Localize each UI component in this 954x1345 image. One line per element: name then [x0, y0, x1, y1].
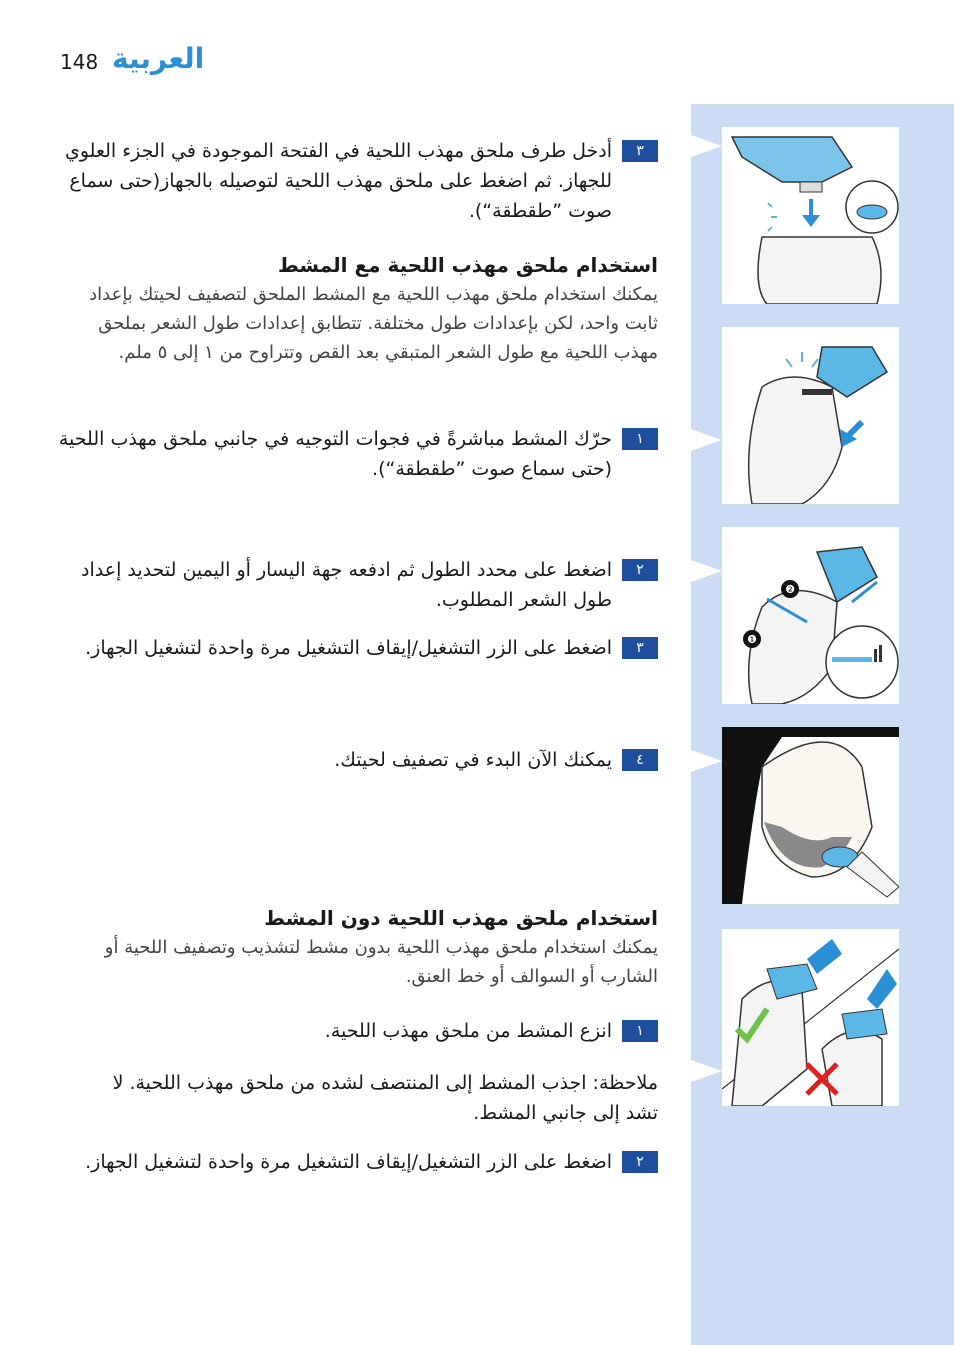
step-insert-trimmer: [58, 136, 658, 226]
step-text: اضغط على محدد الطول ثم ادفعه جهة اليسار أو اليمين لتحديد إعداد طول الشعر المطلوب.: [81, 559, 612, 611]
section-intro: يمكنك استخدام ملحق مهذب اللحية مع المشط الملحق لتصفيف لحيتك بإعداد ثابت واحد، لكن بإعدادات طول مختلفة. تتطابق إعدادات طول الشعر بملحق مهذب اللحية مع طول الشعر المتبقي بعد القص وتتراوح من ١ إلى ٥ ملم.: [89, 284, 658, 363]
callout-1: ❶: [747, 633, 757, 646]
step-text: انزع المشط من ملحق مهذب اللحية.: [324, 1020, 612, 1042]
note-text: ملاحظة: اجذب المشط إلى المنتصف لشده من ملحق مهذب اللحية. لا تشد إلى جانبي المشط.: [112, 1072, 658, 1124]
illustration-attach-comb: [722, 327, 899, 504]
step-switch-on: [58, 633, 658, 663]
step-number-badge: ٢: [622, 559, 658, 581]
step-switch-on-2: [58, 1147, 658, 1177]
illustration-remove-comb: [722, 929, 899, 1106]
step-start-styling: [58, 745, 658, 775]
callout-2: ❷: [785, 583, 795, 596]
section-with-comb: [58, 250, 658, 367]
step-text: حرّك المشط مباشرةً في فجوات التوجيه في جانبي ملحق مهذب اللحية (حتى سماع صوت ”طقطقة“).: [58, 428, 612, 480]
step-text: أدخل طرف ملحق مهذب اللحية في الفتحة الموجودة في الجزء العلوي للجهاز. ثم اضغط على ملحق مهذب اللحية لتوصيله بالجهاز(حتى سماع صوت ”طقطقة“).: [65, 140, 612, 222]
step-number-badge: ٣: [622, 140, 658, 162]
section-heading: استخدام ملحق مهذب اللحية دون المشط: [264, 906, 658, 930]
step-number-badge: ١: [622, 428, 658, 450]
pointer-notch: [691, 1060, 722, 1082]
illustration-length-selector: [722, 527, 899, 704]
step-select-length: [58, 555, 658, 615]
step-remove-comb: [58, 1016, 658, 1046]
page-number: 148: [60, 50, 99, 74]
section-intro: يمكنك استخدام ملحق مهذب اللحية بدون مشط لتشذيب وتصفيف اللحية أو الشارب أو السوالف أو خط العنق.: [104, 937, 658, 987]
step-attach-comb: [58, 424, 658, 484]
step-number-badge: ٣: [622, 637, 658, 659]
step-text: يمكنك الآن البدء في تصفيف لحيتك.: [334, 749, 612, 771]
pointer-notch: [691, 135, 722, 157]
pointer-notch: [691, 750, 722, 772]
pointer-notch: [691, 429, 722, 451]
step-number-badge: ١: [622, 1020, 658, 1042]
illustration-man-trimming: [722, 727, 899, 904]
section-heading: استخدام ملحق مهذب اللحية مع المشط: [277, 253, 658, 277]
pointer-notch: [691, 560, 722, 582]
step-number-badge: ٤: [622, 749, 658, 771]
illustration-attach-trimmer: [722, 127, 899, 304]
step-text: اضغط على الزر التشغيل/إيقاف التشغيل مرة واحدة لتشغيل الجهاز.: [85, 1151, 612, 1173]
section-without-comb: [48, 903, 658, 991]
step-number-badge: ٢: [622, 1151, 658, 1173]
language-title: العربية: [112, 42, 205, 75]
step-text: اضغط على الزر التشغيل/إيقاف التشغيل مرة واحدة لتشغيل الجهاز.: [85, 637, 612, 659]
